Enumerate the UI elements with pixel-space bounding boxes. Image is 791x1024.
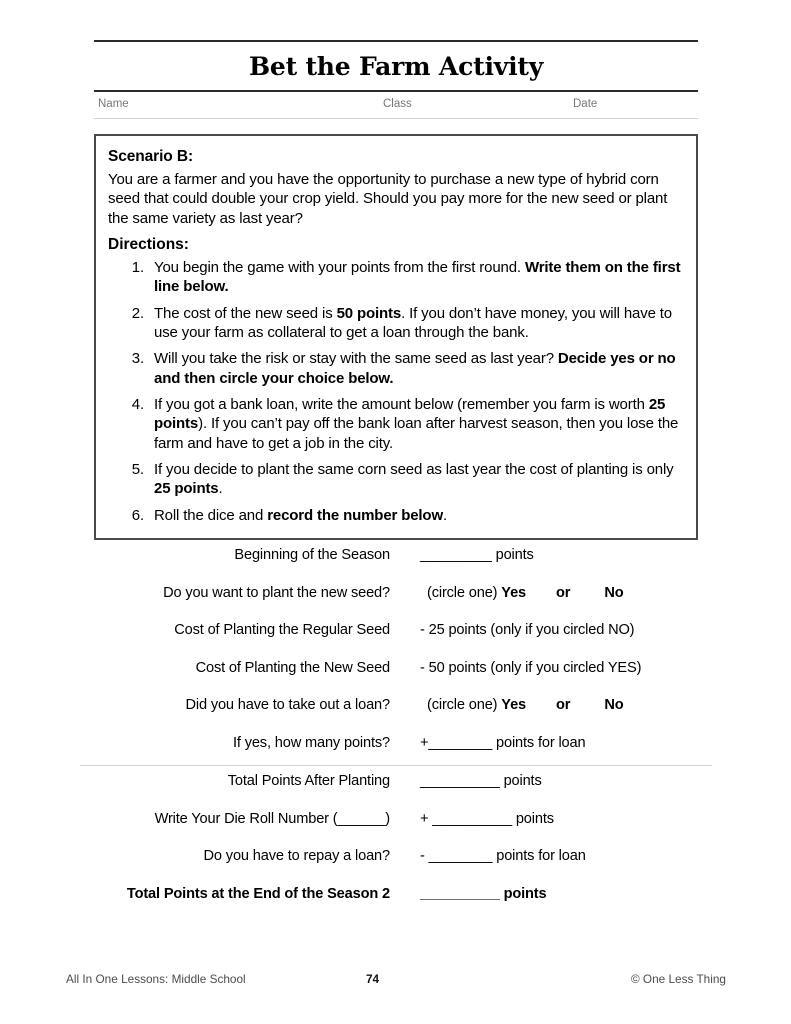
footer-copyright: © One Less Thing bbox=[630, 972, 726, 986]
date-field-label: Date bbox=[573, 98, 598, 110]
direction-text: If you got a bank loan, write the amount below (remember you farm is worth bbox=[154, 396, 649, 414]
direction-item bbox=[148, 460, 684, 499]
direction-text: Will you take the risk or stay with the same seed as last year? bbox=[154, 350, 558, 368]
worksheet-row bbox=[80, 690, 712, 728]
direction-text: Roll the dice and bbox=[154, 506, 268, 524]
page-header bbox=[94, 40, 698, 119]
worksheet-row bbox=[80, 766, 712, 804]
worksheet-row-value[interactable] bbox=[427, 697, 623, 713]
worksheet-row-label: Write Your Die Roll Number (______) bbox=[154, 810, 390, 827]
worksheet-row-value: - 50 points (only if you circled YES) bbox=[420, 659, 642, 676]
worksheet-row-value: - 25 points (only if you circled NO) bbox=[420, 622, 635, 638]
worksheet-row bbox=[80, 540, 712, 578]
worksheet-row-label: Do you want to plant the new seed? bbox=[163, 584, 390, 601]
worksheet-row-label: Cost of Planting the New Seed bbox=[195, 659, 390, 676]
direction-item bbox=[148, 506, 684, 525]
direction-item bbox=[148, 349, 684, 388]
direction-text: You begin the game with your points from the first round. bbox=[154, 259, 525, 277]
circle-one-instruction: (circle one) bbox=[427, 584, 502, 601]
direction-emphasis: Decide yes or no and then circle your choice below. bbox=[154, 350, 676, 387]
worksheet-row-value[interactable]: __________ points bbox=[420, 885, 547, 902]
option-yes[interactable]: Yes bbox=[501, 584, 527, 601]
footer-source: All In One Lessons: Middle School bbox=[66, 972, 246, 986]
direction-text: . If you don’t have money, you will have to use your farm as collateral to get a loan through the bank. bbox=[154, 304, 673, 342]
worksheet-row bbox=[80, 728, 712, 766]
worksheet-row-value[interactable] bbox=[427, 585, 623, 601]
worksheet-row-value[interactable]: _________ points bbox=[420, 547, 534, 563]
direction-emphasis: 50 points bbox=[336, 304, 402, 322]
directions-list bbox=[108, 258, 684, 525]
page-footer bbox=[66, 972, 726, 990]
worksheet-row-value[interactable]: __________ points bbox=[420, 773, 542, 789]
direction-emphasis: Write them on the first line below. bbox=[154, 259, 681, 296]
worksheet-row bbox=[80, 879, 712, 917]
option-separator: or bbox=[556, 584, 571, 601]
worksheet-rows-top bbox=[80, 540, 712, 765]
directions-heading: Directions: bbox=[108, 236, 189, 254]
worksheet-row-value[interactable]: + __________ points bbox=[420, 810, 554, 827]
worksheet-row-value[interactable]: +________ points for loan bbox=[420, 734, 586, 751]
direction-item bbox=[148, 258, 684, 297]
page-number: 74 bbox=[366, 972, 380, 986]
class-field-label: Class bbox=[383, 98, 412, 110]
direction-emphasis: 25 points bbox=[154, 396, 666, 433]
direction-text: If you decide to plant the same corn seed as last year the cost of planting is only bbox=[154, 461, 674, 479]
worksheet-row-label: Beginning of the Season bbox=[234, 547, 390, 563]
direction-emphasis: 25 points bbox=[154, 480, 219, 498]
worksheet-row-label: If yes, how many points? bbox=[232, 734, 390, 751]
worksheet-row-label: Did you have to take out a loan? bbox=[185, 697, 390, 713]
circle-one-instruction: (circle one) bbox=[427, 697, 502, 713]
worksheet-row bbox=[80, 804, 712, 842]
worksheet-row bbox=[80, 615, 712, 653]
worksheet-row-label: Cost of Planting the Regular Seed bbox=[174, 622, 390, 638]
option-no[interactable]: No bbox=[604, 697, 624, 713]
option-no[interactable]: No bbox=[604, 584, 624, 601]
worksheet-row-label: Do you have to repay a loan? bbox=[203, 848, 390, 864]
direction-text: . bbox=[218, 480, 223, 498]
worksheet-row bbox=[80, 841, 712, 879]
scenario-heading: Scenario B: bbox=[108, 148, 194, 165]
page-title: Bet the Farm Activity bbox=[248, 52, 544, 81]
direction-text: The cost of the new seed is bbox=[154, 304, 337, 322]
worksheet-row-value[interactable]: - ________ points for loan bbox=[420, 848, 586, 864]
direction-text: ). If you can’t pay off the bank loan after harvest season, then you lose the farm and have to get a job in the city. bbox=[154, 415, 679, 452]
student-info-rule bbox=[94, 118, 698, 119]
scenario-body: You are a farmer and you have the opportunity to purchase a new type of hybrid corn seed that could double your crop yield. Should you pay more for the new seed or plant the same variety as last year? bbox=[108, 171, 668, 227]
worksheet-row bbox=[80, 653, 712, 691]
option-yes[interactable]: Yes bbox=[501, 697, 527, 713]
worksheet-rows-bottom bbox=[80, 766, 712, 916]
direction-item bbox=[148, 304, 684, 343]
name-field-label: Name bbox=[98, 98, 129, 110]
student-info-row bbox=[94, 92, 698, 118]
worksheet-row bbox=[80, 578, 712, 616]
option-separator: or bbox=[556, 697, 571, 713]
direction-text: . bbox=[442, 506, 447, 524]
scenario-box bbox=[94, 134, 698, 540]
worksheet-form bbox=[80, 540, 712, 916]
direction-emphasis: record the number below bbox=[267, 506, 443, 524]
worksheet-row-label: Total Points After Planting bbox=[227, 773, 390, 789]
direction-item bbox=[148, 395, 684, 453]
worksheet-row-label: Total Points at the End of the Season 2 bbox=[126, 885, 390, 902]
